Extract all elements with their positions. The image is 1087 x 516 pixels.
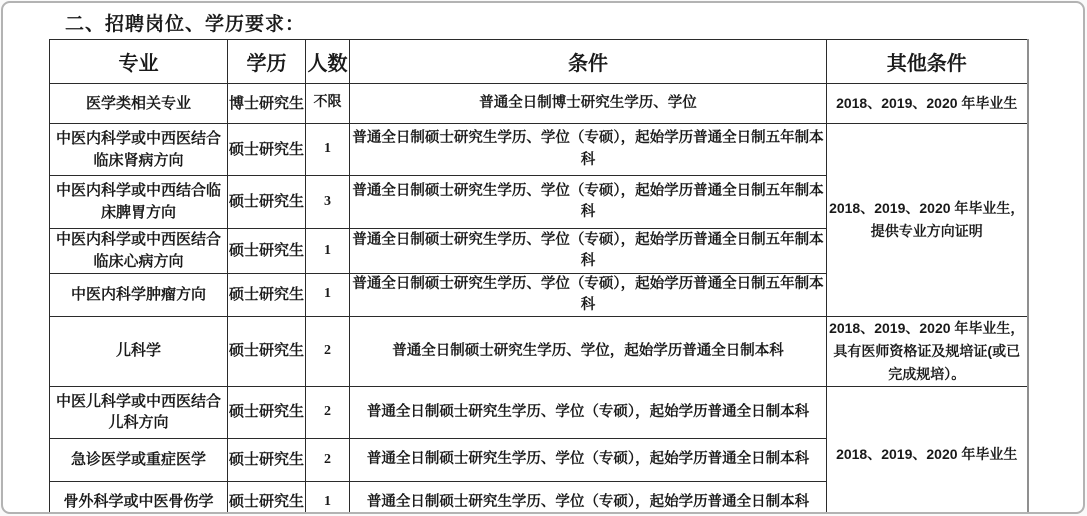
header-count: 人数 <box>306 40 350 84</box>
cell-degree: 硕士研究生 <box>228 316 306 386</box>
header-degree: 学历 <box>228 40 306 84</box>
cell-other-merged: 2018、2019、2020 年毕业生 <box>827 386 1028 514</box>
cell-other: 2018、2019、2020 年毕业生， 具有医师资格证及规培证(或已完成规培）。 <box>827 316 1028 386</box>
cell-degree: 硕士研究生 <box>228 273 306 316</box>
cell-count: 不限 <box>306 84 350 124</box>
cell-count: 1 <box>306 273 350 316</box>
page-frame <box>1 1 1085 514</box>
cell-condition: 普通全日制硕士研究生学历、学位（专硕），起始学历普通全日制本科 <box>350 386 827 438</box>
cell-other: 2018、2019、2020 年毕业生 <box>827 84 1028 124</box>
cell-condition: 普通全日制硕士研究生学历、学位（专硕），起始学历普通全日制五年制本科 <box>350 124 827 176</box>
cell-condition: 普通全日制博士研究生学历、学位 <box>350 84 827 124</box>
cell-condition: 普通全日制硕士研究生学历、学位（专硕），起始学历普通全日制五年制本科 <box>350 273 827 316</box>
cell-count: 2 <box>306 316 350 386</box>
cell-major: 急诊医学或重症医学 <box>50 438 228 481</box>
cell-count: 1 <box>306 124 350 176</box>
document-title: 二、招聘岗位、学历要求： <box>65 14 306 35</box>
cell-degree: 硕士研究生 <box>228 481 306 514</box>
cell-count: 1 <box>306 481 350 514</box>
header-condition: 条件 <box>350 40 827 84</box>
cell-major: 中医儿科学或中西医结合儿科方向 <box>50 386 228 438</box>
cell-degree: 硕士研究生 <box>228 176 306 229</box>
cell-count: 2 <box>306 438 350 481</box>
cell-major: 中医内科学肿瘤方向 <box>50 273 228 316</box>
recruitment-table <box>49 39 1029 514</box>
cell-major: 儿科学 <box>50 316 228 386</box>
cell-degree: 硕士研究生 <box>228 229 306 274</box>
cell-degree: 硕士研究生 <box>228 438 306 481</box>
cell-major: 骨外科学或中医骨伤学 <box>50 481 228 514</box>
cell-major: 中医内科学或中西结合临床脾胃方向 <box>50 176 228 229</box>
cell-count: 1 <box>306 229 350 274</box>
table-row <box>50 386 1028 438</box>
cell-condition: 普通全日制硕士研究生学历、学位（专硕），起始学历普通全日制本科 <box>350 481 827 514</box>
cell-major: 中医内科学或中西医结合临床肾病方向 <box>50 124 228 176</box>
cell-condition: 普通全日制硕士研究生学历、学位（专硕），起始学历普通全日制五年制本科 <box>350 176 827 229</box>
table-row <box>50 84 1028 124</box>
cell-count: 2 <box>306 386 350 438</box>
cell-degree: 硕士研究生 <box>228 124 306 176</box>
header-other: 其他条件 <box>827 40 1028 84</box>
cell-degree: 硕士研究生 <box>228 386 306 438</box>
cell-count: 3 <box>306 176 350 229</box>
cell-degree: 博士研究生 <box>228 84 306 124</box>
cell-condition: 普通全日制硕士研究生学历、学位（专硕），起始学历普通全日制本科 <box>350 438 827 481</box>
header-major: 专业 <box>50 40 228 84</box>
cell-major: 中医内科学或中西医结合临床心病方向 <box>50 229 228 274</box>
table-header-row <box>50 40 1028 84</box>
table-row <box>50 124 1028 176</box>
cell-major: 医学类相关专业 <box>50 84 228 124</box>
cell-condition: 普通全日制硕士研究生学历、学位（专硕），起始学历普通全日制五年制本科 <box>350 229 827 274</box>
cell-other-merged: 2018、2019、2020 年毕业生，提供专业方向证明 <box>827 124 1028 317</box>
cell-condition: 普通全日制硕士研究生学历、学位，起始学历普通全日制本科 <box>350 316 827 386</box>
table-row <box>50 316 1028 386</box>
